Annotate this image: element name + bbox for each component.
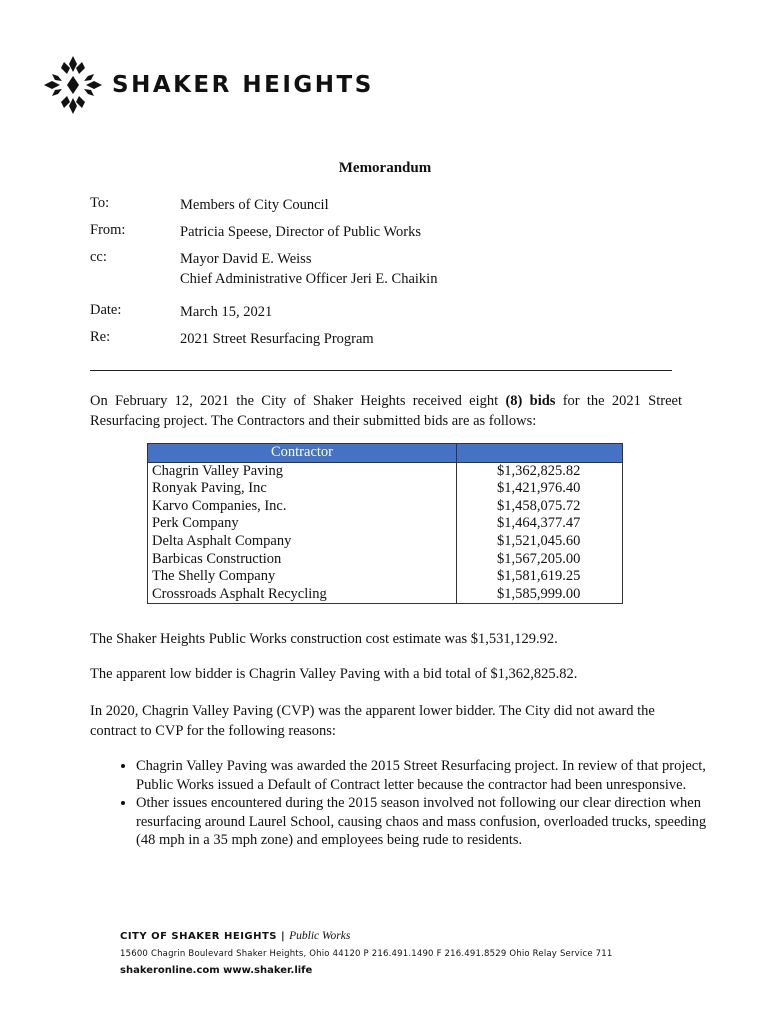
reason-item: • Chagrin Valley Paving was awarded the 2015 Street Resurfacing project. In review of that project, Public Works issued a Default of Contract letter because the contractor had been unresponsive.: [136, 757, 716, 794]
table-row: [148, 515, 623, 533]
footer: [120, 930, 612, 976]
bid-cell: $1,567,205.00: [457, 551, 623, 569]
header-divider: [90, 370, 672, 371]
to-value: Members of City Council: [180, 197, 329, 213]
cc-line-1: Mayor David E. Weiss: [180, 251, 312, 267]
memo-title: Memorandum: [338, 160, 432, 176]
bid-cell: $1,362,825.82: [457, 462, 623, 480]
footer-org: [120, 930, 612, 942]
table-row: [148, 551, 623, 569]
reason-item: • Other issues encountered during the 2015 season involved not following our clear direction when resurfacing around Laurel School, causing chaos and mass confusion, overloaded trucks, speeding (48 mph in a 35 mph zone) and employees being rude to residents.: [136, 794, 716, 850]
re-label: Re:: [90, 329, 111, 345]
from-value: Patricia Speese, Director of Public Works: [180, 224, 421, 240]
estimate-paragraph: The Shaker Heights Public Works construction cost estimate was $1,531,129.92.: [90, 631, 558, 647]
bid-cell: $1,585,999.00: [457, 586, 623, 604]
reasons-list: [90, 757, 716, 850]
table-row: [148, 586, 623, 604]
re-row: [90, 329, 690, 349]
bid-cell: $1,458,075.72: [457, 498, 623, 516]
footer-websites: shakeronline.com www.shaker.life: [120, 965, 313, 976]
contractor-cell: Chagrin Valley Paving: [148, 462, 457, 480]
history-paragraph: In 2020, Chagrin Valley Paving (CVP) was the apparent lower bidder. The City did not award the contract to CVP for the following reasons:: [90, 703, 655, 739]
table-row: [148, 533, 623, 551]
low-bidder-paragraph: The apparent low bidder is Chagrin Valley Paving with a bid total of $1,362,825.82.: [90, 666, 578, 682]
footer-address: 15600 Chagrin Boulevard Shaker Heights, Ohio 44120 P 216.491.1490 F 216.491.8529 Ohio Relay Service 711: [120, 949, 613, 959]
contractor-cell: Delta Asphalt Company: [148, 533, 457, 551]
cc-row: [90, 249, 690, 289]
contractor-cell: Crossroads Asphalt Recycling: [148, 586, 457, 604]
footer-city: CITY OF SHAKER HEIGHTS |: [120, 931, 290, 942]
contractor-cell: The Shelly Company: [148, 568, 457, 586]
to-label: To:: [90, 195, 110, 211]
to-row: [90, 195, 690, 215]
bid-cell: $1,421,976.40: [457, 480, 623, 498]
contractor-cell: Ronyak Paving, Inc: [148, 480, 457, 498]
cc-label: cc:: [90, 249, 107, 265]
header-contractor: Contractor: [148, 444, 457, 463]
bids-table: [147, 443, 623, 604]
header-bid: [457, 444, 623, 463]
snowflake-leaf-icon: [40, 52, 106, 118]
intro-paragraph: [90, 391, 682, 431]
from-label: From:: [90, 222, 126, 238]
contractor-cell: Barbicas Construction: [148, 551, 457, 569]
table-row: [148, 462, 623, 480]
intro-text-b: for the 2021 Street Resurfacing project. The Contractors and their submitted bids are as follows:: [90, 393, 682, 429]
intro-bold: (8) bids: [505, 393, 556, 409]
date-row: [90, 302, 690, 322]
footer-dept: Public Works: [289, 930, 351, 942]
re-value: 2021 Street Resurfacing Program: [180, 331, 374, 347]
from-row: [90, 222, 690, 242]
date-label: Date:: [90, 302, 122, 318]
logo-wordmark: SHAKER HEIGHTS: [112, 72, 374, 98]
table-row: [148, 568, 623, 586]
cc-value: [180, 249, 690, 289]
contractor-cell: Karvo Companies, Inc.: [148, 498, 457, 516]
bid-cell: $1,581,619.25: [457, 568, 623, 586]
bids-table-header: [148, 444, 623, 463]
cc-line-2: Chief Administrative Officer Jeri E. Chaikin: [180, 271, 438, 287]
date-value: March 15, 2021: [180, 304, 273, 320]
intro-text-a: On February 12, 2021 the City of Shaker Heights received eight: [90, 393, 506, 409]
table-row: [148, 480, 623, 498]
contractor-cell: Perk Company: [148, 515, 457, 533]
table-row: [148, 498, 623, 516]
city-logo: [40, 52, 374, 118]
bid-cell: $1,521,045.60: [457, 533, 623, 551]
bid-cell: $1,464,377.47: [457, 515, 623, 533]
